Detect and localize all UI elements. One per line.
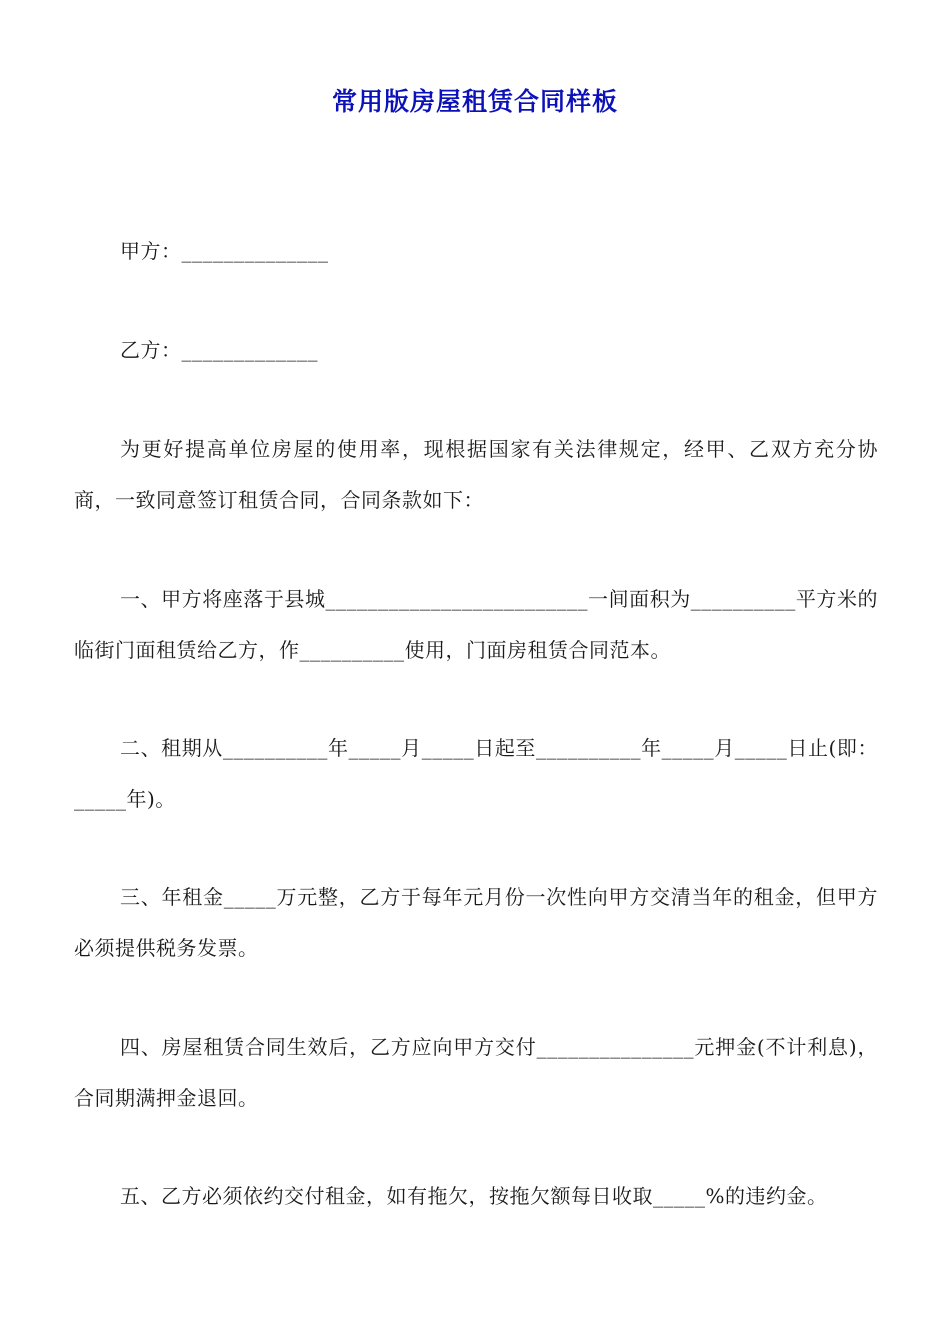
intro-paragraph: 为更好提高单位房屋的使用率，现根据国家有关法律规定，经甲、乙双方充分协商，一致同意签订租赁合同，合同条款如下： bbox=[74, 437, 878, 512]
clause-5: 五、乙方必须依约交付租金，如有拖欠，按拖欠额每日收取_____%的违约金。 bbox=[120, 1184, 828, 1208]
clause-2: 二、租期从__________年_____月_____日起至__________年_____月_____日止(即：_____年)。 bbox=[74, 736, 878, 811]
clause-3: 三、年租金_____万元整，乙方于每年元月份一次性向甲方交清当年的租金，但甲方必须提供税务发票。 bbox=[74, 885, 878, 960]
party-b-line: 乙方：_____________ bbox=[120, 338, 318, 362]
clause-1: 一、甲方将座落于县城_________________________一间面积为__________平方米的临街门面租赁给乙方，作__________使用，门面房租赁合同范本。 bbox=[74, 587, 878, 662]
party-a-line: 甲方：______________ bbox=[120, 239, 329, 263]
clause-4: 四、房屋租赁合同生效后，乙方应向甲方交付_______________元押金(不计利息)，合同期满押金退回。 bbox=[74, 1035, 878, 1110]
document-title: 常用版房屋租赁合同样板 bbox=[331, 87, 618, 116]
